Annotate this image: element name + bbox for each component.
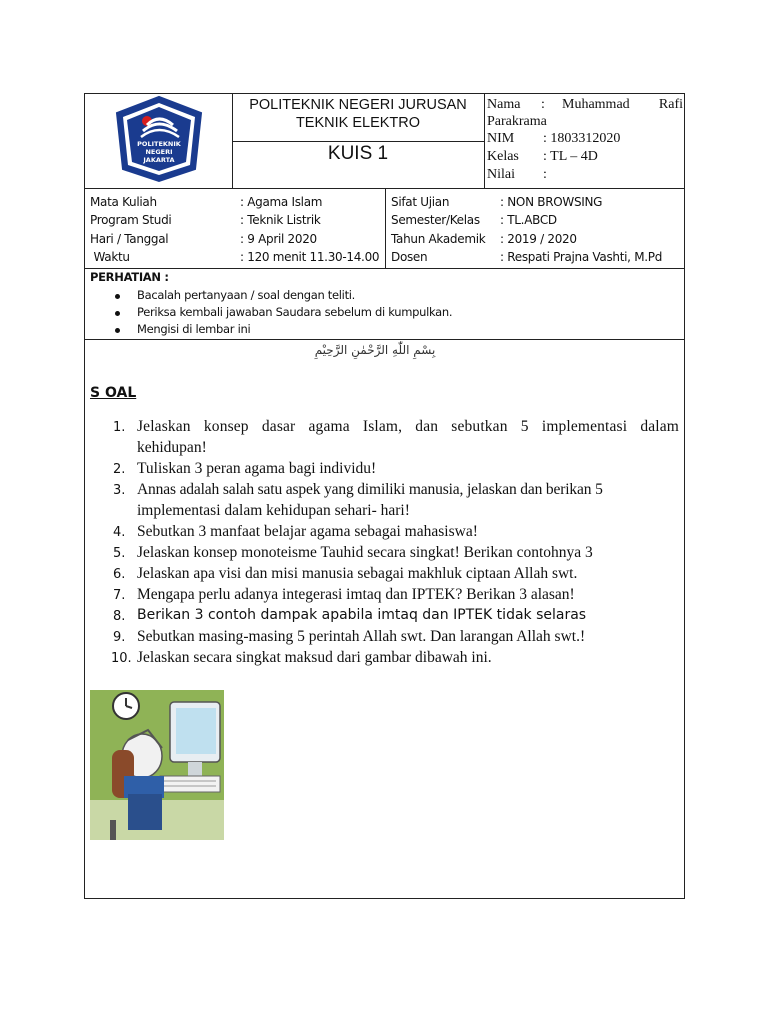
exam-title: KUIS 1 [327, 143, 389, 164]
question-text [137, 479, 679, 521]
info-label-dosen: Dosen [391, 250, 428, 264]
question-text: Berikan 3 contoh dampak apabila imtaq dan IPTEK tidak selaras [137, 607, 587, 623]
section-title: S OAL [90, 385, 137, 401]
question-number: 7. [113, 588, 126, 603]
info-label-program-studi: Program Studi [90, 213, 172, 227]
question-text: Jelaskan secara singkat maksud dari gambar dibawah ini. [137, 649, 492, 666]
info-value-semester-kelas: : TL.ABCD [500, 213, 557, 227]
info-label-sifat-ujian: Sifat Ujian [391, 195, 450, 209]
question-number: 8. [113, 609, 126, 624]
nim-label: NIM [487, 131, 515, 146]
question-line: implementasi dalam kehidupan sehari- hari! [137, 502, 410, 519]
basmala-calligraphy: بِسْمِ اللّٰهِ الرَّحْمٰنِ الرَّحِيْمِ [314, 343, 436, 357]
info-value-program-studi: : Teknik Listrik [240, 213, 321, 227]
nilai-row [487, 166, 547, 183]
svg-text:POLITEKNIK: POLITEKNIK [137, 140, 181, 148]
info-label-semester-kelas: Semester/Kelas [391, 213, 480, 227]
svg-text:NEGERI: NEGERI [145, 148, 173, 156]
question-illustration [90, 690, 224, 840]
question-number: 4. [113, 525, 126, 540]
notice-heading: PERHATIAN : [90, 270, 169, 284]
svg-text:JAKARTA: JAKARTA [143, 156, 175, 164]
institution-logo [111, 95, 207, 183]
info-value-mata-kuliah: : Agama Islam [240, 195, 323, 209]
info-col-divider [385, 188, 386, 268]
question-line: kehidupan! [137, 439, 207, 456]
info-value-waktu: : 120 menit 11.30-14.00 [240, 250, 380, 264]
info-label-waktu: Waktu [90, 250, 130, 264]
nilai-value: : [543, 167, 547, 182]
notice-item: Bacalah pertanyaan / soal dengan teliti. [137, 288, 356, 302]
bullet-icon [115, 311, 120, 316]
info-label-mata-kuliah: Mata Kuliah [90, 195, 157, 209]
question-text: Jelaskan apa visi dan misi manusia sebagai makhluk ciptaan Allah swt. [137, 565, 578, 582]
info-value-sifat-ujian: : NON BROWSING [500, 195, 603, 209]
notice-item: Mengisi di lembar ini [137, 322, 251, 336]
nim-row [487, 130, 621, 147]
kelas-label: Kelas [487, 149, 519, 164]
kelas-row [487, 148, 598, 165]
question-line: Annas adalah salah satu aspek yang dimiliki manusia, jelaskan dan berikan 5 [137, 481, 603, 498]
notice-divider [84, 339, 685, 340]
nama-colon: : [541, 97, 545, 112]
question-number: 1. [113, 420, 126, 435]
info-value-tahun-akademik: : 2019 / 2020 [500, 232, 577, 246]
institution-title [233, 96, 483, 132]
question-number: 10. [111, 651, 132, 666]
question-text: Sebutkan masing-masing 5 perintah Allah swt. Dan larangan Allah swt.! [137, 628, 586, 645]
question-text: Tuliskan 3 peran agama bagi individu! [137, 460, 377, 477]
info-divider [84, 268, 685, 269]
kelas-value: : TL – 4D [543, 149, 598, 164]
bullet-icon [115, 294, 120, 299]
question-line: Jelaskan konsep dasar agama Islam, dan sebutkan 5 implementasi dalam [137, 418, 679, 435]
nama-label: Nama [487, 97, 521, 112]
question-text: Jelaskan konsep monoteisme Tauhid secara singkat! Berikan contohnya 3 [137, 544, 593, 561]
student-name-row [487, 96, 683, 113]
institution-title-line1: POLITEKNIK NEGERI JURUSAN [249, 97, 467, 113]
question-text: Sebutkan 3 manfaat belajar agama sebagai mahasiswa! [137, 523, 478, 540]
question-number: 6. [113, 567, 126, 582]
nama-middle: Rafi [658, 97, 683, 112]
info-value-dosen: : Respati Prajna Vashti, M.Pd [500, 250, 663, 264]
institution-title-line2: TEKNIK ELEKTRO [295, 115, 421, 131]
title-divider [232, 141, 484, 142]
nama-first: Muhammad [562, 97, 630, 112]
info-value-hari-tanggal: : 9 April 2020 [240, 232, 317, 246]
question-text [137, 416, 679, 458]
info-label-tahun-akademik: Tahun Akademik [391, 232, 486, 246]
bullet-icon [115, 328, 120, 333]
nilai-label: Nilai [487, 167, 515, 182]
question-number: 9. [113, 630, 126, 645]
header-col-divider-2 [484, 93, 485, 188]
nim-value: : 1803312020 [543, 131, 621, 146]
notice-item: Periksa kembali jawaban Saudara sebelum di kumpulkan. [137, 305, 453, 319]
student-name-cont: Parakrama [487, 114, 547, 129]
question-number: 3. [113, 483, 126, 498]
question-number: 2. [113, 462, 126, 477]
info-label-hari-tanggal: Hari / Tanggal [90, 232, 169, 246]
question-number: 5. [113, 546, 126, 561]
question-text: Mengapa perlu adanya integerasi imtaq dan IPTEK? Berikan 3 alasan! [137, 586, 575, 603]
